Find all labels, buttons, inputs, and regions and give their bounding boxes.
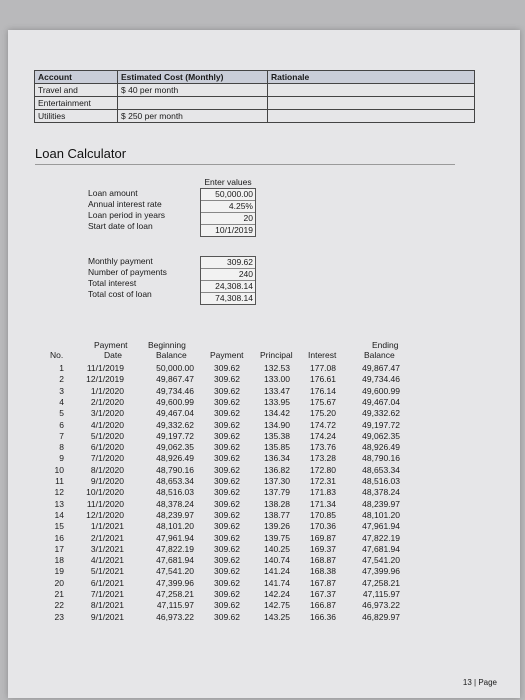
- value-monthly-payment: 309.62: [201, 257, 255, 269]
- amortization-header: [50, 340, 470, 362]
- cell-interest: 172.80: [310, 464, 336, 475]
- cell-beginning: 47,541.20: [156, 566, 194, 577]
- cell-interest: 166.87: [310, 600, 336, 611]
- label-total-interest: Total interest: [88, 278, 137, 288]
- cell-ending: 49,197.72: [362, 419, 400, 430]
- cell-payment: 309.62: [214, 611, 240, 622]
- cell-rationale: [268, 97, 475, 110]
- table-row: [50, 499, 470, 510]
- value-total-cost: 74,308.14: [215, 293, 253, 303]
- cell-payment: 309.62: [214, 487, 240, 498]
- cell-no: 20: [54, 577, 64, 588]
- cell-payment: 309.62: [214, 430, 240, 441]
- table-row: [50, 566, 470, 577]
- table-row: [50, 476, 470, 487]
- section-title: Loan Calculator: [35, 146, 127, 161]
- cell-payment: 309.62: [214, 555, 240, 566]
- cell-no: 6: [59, 419, 64, 430]
- cell-ending: 47,258.21: [362, 577, 400, 588]
- table-row: [50, 612, 470, 623]
- cell-payment: 309.62: [214, 374, 240, 385]
- cell-date: 6/1/2020: [90, 442, 124, 453]
- cell-beginning: 46,973.22: [156, 611, 194, 622]
- value-number-payments: 240: [201, 269, 255, 281]
- cell-interest: 177.08: [310, 363, 336, 373]
- cell-principal: 135.38: [264, 430, 290, 441]
- cell-no: 16: [54, 532, 64, 543]
- table-row: [50, 386, 470, 397]
- cell-account: Utilities: [35, 110, 118, 123]
- value-loan-amount[interactable]: 50,000.00: [201, 189, 255, 201]
- cell-beginning: 48,653.34: [156, 476, 194, 486]
- cell-interest: 166.36: [310, 611, 336, 622]
- cell-interest: 176.61: [310, 374, 336, 385]
- cell-payment: 309.62: [214, 521, 240, 532]
- cell-no: 23: [54, 611, 64, 622]
- cell-interest: 168.38: [310, 566, 336, 577]
- table-row: [50, 465, 470, 476]
- table-row: [35, 84, 475, 97]
- cell-date: 8/1/2020: [90, 464, 124, 475]
- cell-ending: 48,516.03: [362, 476, 400, 486]
- cell-account: Entertainment: [35, 97, 118, 110]
- label-loan-period: Loan period in years: [88, 210, 166, 220]
- cell-date: 11/1/2020: [86, 498, 124, 509]
- table-row: [50, 578, 470, 589]
- cell-interest: 169.37: [310, 543, 336, 554]
- cell-beginning: 48,926.49: [156, 453, 194, 464]
- cell-payment: 309.62: [214, 453, 240, 464]
- cell-date: 2/1/2021: [90, 532, 124, 543]
- table-row: [50, 442, 470, 453]
- value-start-date[interactable]: 10/1/2019: [215, 225, 253, 235]
- cell-cost: $ 40 per month: [118, 84, 268, 97]
- cell-date: 7/1/2020: [90, 453, 124, 464]
- cell-no: 21: [54, 589, 64, 599]
- table-row: [35, 110, 475, 123]
- cell-ending: 48,926.49: [362, 442, 400, 453]
- cell-beginning: 48,101.20: [156, 521, 194, 532]
- cell-payment: 309.62: [214, 577, 240, 588]
- value-total-interest: 24,308.14: [201, 281, 255, 293]
- cell-beginning: 47,115.97: [156, 600, 194, 611]
- cell-ending: 49,734.46: [362, 374, 400, 385]
- header-rationale: Rationale: [268, 71, 475, 84]
- cell-ending: 46,973.22: [362, 600, 400, 611]
- output-values: [200, 256, 256, 305]
- budget-table-header: [35, 71, 475, 84]
- cell-date: 6/1/2021: [90, 577, 124, 588]
- cell-principal: 134.42: [264, 408, 290, 419]
- cell-beginning: 49,734.46: [156, 385, 194, 396]
- cell-interest: 175.67: [310, 396, 336, 407]
- cell-principal: 133.95: [264, 396, 290, 407]
- value-annual-rate[interactable]: 4.25%: [201, 201, 255, 213]
- cell-rationale: [268, 84, 475, 97]
- cell-no: 4: [59, 396, 64, 407]
- cell-date: 12/1/2019: [86, 374, 124, 385]
- cell-principal: 143.25: [264, 611, 290, 622]
- cell-date: 11/1/2019: [86, 363, 124, 373]
- cell-no: 2: [59, 374, 64, 385]
- cell-payment: 309.62: [214, 442, 240, 453]
- cell-date: 1/1/2020: [90, 385, 124, 396]
- cell-date: 12/1/2020: [86, 509, 124, 520]
- cell-payment: 309.62: [214, 600, 240, 611]
- cell-ending: 48,653.34: [362, 464, 400, 475]
- cell-no: 22: [54, 600, 64, 611]
- cell-interest: 171.34: [310, 498, 336, 509]
- cell-principal: 140.25: [264, 543, 290, 554]
- table-row: [50, 600, 470, 611]
- cell-principal: 139.26: [264, 521, 290, 532]
- cell-interest: 171.83: [310, 487, 336, 498]
- label-total-cost: Total cost of loan: [88, 289, 152, 299]
- cell-beginning: 47,822.19: [156, 543, 194, 554]
- page-number: 13 | Page: [462, 678, 497, 687]
- cell-no: 3: [59, 385, 64, 396]
- cell-beginning: 49,062.35: [156, 442, 194, 453]
- header-account: Account: [35, 71, 118, 84]
- cell-principal: 136.34: [264, 453, 290, 464]
- cell-interest: 173.76: [310, 442, 336, 453]
- cell-beginning: 47,961.94: [156, 532, 194, 543]
- cell-no: 12: [54, 487, 64, 498]
- cell-interest: 175.20: [310, 408, 336, 419]
- label-annual-rate: Annual interest rate: [88, 199, 162, 209]
- cell-ending: 47,115.97: [362, 589, 400, 599]
- cell-beginning: 49,197.72: [156, 430, 194, 441]
- cell-no: 5: [59, 408, 64, 419]
- cell-principal: 133.00: [264, 374, 290, 385]
- cell-ending: 47,961.94: [362, 521, 400, 532]
- cell-cost: [118, 97, 268, 110]
- header-payment: Payment: [210, 350, 244, 360]
- cell-principal: 138.77: [264, 509, 290, 520]
- cell-date: 5/1/2021: [90, 566, 124, 577]
- cell-interest: 174.24: [310, 430, 336, 441]
- cell-beginning: 48,378.24: [156, 498, 194, 509]
- cell-interest: 176.14: [310, 385, 336, 396]
- cell-ending: 47,681.94: [362, 543, 400, 554]
- section-divider: [35, 164, 455, 165]
- cell-no: 1: [59, 363, 64, 373]
- cell-no: 8: [59, 442, 64, 453]
- cell-date: 3/1/2021: [90, 543, 124, 554]
- header-beginning-2: Balance: [156, 350, 187, 360]
- cell-date: 7/1/2021: [90, 589, 124, 599]
- label-start-date: Start date of loan: [88, 221, 153, 231]
- cell-ending: 49,600.99: [362, 385, 400, 396]
- cell-principal: 133.47: [264, 385, 290, 396]
- cell-beginning: 49,867.47: [156, 374, 194, 385]
- table-row: [50, 589, 470, 600]
- header-ending-1: Ending: [372, 340, 399, 350]
- cell-beginning: 48,516.03: [156, 487, 194, 498]
- cell-date: 9/1/2021: [90, 611, 124, 622]
- budget-table: [34, 70, 475, 123]
- cell-no: 17: [54, 543, 64, 554]
- cell-ending: 47,541.20: [362, 555, 400, 566]
- cell-ending: 49,062.35: [362, 430, 400, 441]
- header-ending-2: Balance: [364, 350, 395, 360]
- cell-ending: 49,332.62: [362, 408, 400, 419]
- table-row: [50, 363, 470, 374]
- cell-interest: 170.36: [310, 521, 336, 532]
- cell-ending: 48,790.16: [362, 453, 400, 464]
- cell-interest: 170.85: [310, 509, 336, 520]
- cell-principal: 134.90: [264, 419, 290, 430]
- value-loan-period[interactable]: 20: [201, 213, 255, 225]
- table-row: [50, 487, 470, 498]
- table-row: [50, 408, 470, 419]
- cell-beginning: 49,332.62: [156, 419, 194, 430]
- table-row: [50, 544, 470, 555]
- cell-payment: 309.62: [214, 476, 240, 486]
- cell-interest: 168.87: [310, 555, 336, 566]
- table-row: [35, 97, 475, 110]
- cell-payment: 309.62: [214, 419, 240, 430]
- table-row: [50, 431, 470, 442]
- cell-principal: 132.53: [264, 363, 290, 373]
- cell-principal: 137.30: [264, 476, 290, 486]
- cell-principal: 137.79: [264, 487, 290, 498]
- cell-rationale: [268, 110, 475, 123]
- cell-beginning: 50,000.00: [156, 363, 194, 373]
- cell-interest: 174.72: [310, 419, 336, 430]
- enter-values-label: Enter values: [204, 177, 252, 187]
- header-interest: Interest: [308, 350, 337, 360]
- cell-payment: 309.62: [214, 396, 240, 407]
- cell-no: 11: [55, 476, 64, 486]
- cell-principal: 140.74: [264, 555, 290, 566]
- cell-no: 13: [54, 498, 64, 509]
- cell-date: 1/1/2021: [90, 521, 124, 532]
- cell-payment: 309.62: [214, 566, 240, 577]
- cell-date: 4/1/2020: [90, 419, 124, 430]
- header-no: No.: [50, 350, 64, 360]
- cell-cost: $ 250 per month: [118, 110, 268, 123]
- header-estimated-cost: Estimated Cost (Monthly): [118, 71, 268, 84]
- cell-no: 14: [54, 509, 64, 520]
- table-row: [50, 521, 470, 532]
- cell-principal: 136.82: [264, 464, 290, 475]
- cell-account: Travel and: [35, 84, 118, 97]
- cell-payment: 309.62: [214, 408, 240, 419]
- cell-no: 19: [54, 566, 64, 577]
- cell-principal: 142.24: [264, 589, 290, 599]
- cell-beginning: 48,790.16: [156, 464, 194, 475]
- input-values: [200, 176, 256, 237]
- cell-ending: 48,239.97: [362, 498, 400, 509]
- header-payment-date-1: Payment: [94, 340, 128, 350]
- cell-ending: 48,378.24: [362, 487, 400, 498]
- cell-interest: 172.31: [310, 476, 336, 486]
- cell-ending: 47,399.96: [362, 566, 400, 577]
- cell-interest: 167.37: [310, 589, 336, 599]
- cell-no: 7: [59, 430, 64, 441]
- cell-payment: 309.62: [214, 543, 240, 554]
- cell-principal: 142.75: [264, 600, 290, 611]
- table-row: [50, 533, 470, 544]
- output-labels: [88, 256, 208, 300]
- cell-date: 9/1/2020: [90, 476, 124, 486]
- cell-payment: 309.62: [214, 589, 240, 599]
- cell-payment: 309.62: [214, 464, 240, 475]
- cell-interest: 167.87: [310, 577, 336, 588]
- cell-payment: 309.62: [214, 363, 240, 373]
- cell-interest: 169.87: [310, 532, 336, 543]
- cell-no: 15: [54, 521, 64, 532]
- table-row: [50, 397, 470, 408]
- header-payment-date-2: Date: [104, 350, 122, 360]
- cell-payment: 309.62: [214, 532, 240, 543]
- input-box: [200, 188, 256, 237]
- output-box: [200, 256, 256, 305]
- cell-ending: 48,101.20: [362, 509, 400, 520]
- table-row: [50, 420, 470, 431]
- input-labels: [88, 188, 208, 232]
- cell-date: 2/1/2020: [90, 396, 124, 407]
- cell-no: 18: [54, 555, 64, 566]
- cell-interest: 173.28: [310, 453, 336, 464]
- table-row: [50, 510, 470, 521]
- cell-date: 4/1/2021: [90, 555, 124, 566]
- cell-beginning: 49,467.04: [156, 408, 194, 419]
- cell-ending: 49,867.47: [362, 363, 400, 373]
- cell-date: 5/1/2020: [90, 430, 124, 441]
- cell-beginning: 49,600.99: [156, 396, 194, 407]
- cell-payment: 309.62: [214, 498, 240, 509]
- cell-beginning: 47,681.94: [156, 555, 194, 566]
- cell-ending: 49,467.04: [362, 396, 400, 407]
- cell-date: 10/1/2020: [86, 487, 124, 498]
- cell-principal: 141.74: [264, 577, 290, 588]
- cell-beginning: 48,239.97: [156, 509, 194, 520]
- label-loan-amount: Loan amount: [88, 188, 138, 198]
- cell-ending: 46,829.97: [362, 611, 400, 622]
- cell-principal: 138.28: [264, 498, 290, 509]
- cell-payment: 309.62: [214, 509, 240, 520]
- table-row: [50, 374, 470, 385]
- label-monthly-payment: Monthly payment: [88, 256, 153, 266]
- cell-date: 3/1/2020: [90, 408, 124, 419]
- cell-ending: 47,822.19: [362, 532, 400, 543]
- table-row: [50, 555, 470, 566]
- table-row: [50, 453, 470, 464]
- header-beginning-1: Beginning: [148, 340, 186, 350]
- cell-principal: 135.85: [264, 442, 290, 453]
- cell-no: 9: [59, 453, 64, 464]
- cell-no: 10: [54, 464, 64, 475]
- cell-date: 8/1/2021: [90, 600, 124, 611]
- label-number-payments: Number of payments: [88, 267, 167, 277]
- cell-beginning: 47,399.96: [156, 577, 194, 588]
- cell-payment: 309.62: [214, 385, 240, 396]
- header-principal: Principal: [260, 350, 293, 360]
- cell-beginning: 47,258.21: [156, 589, 194, 599]
- cell-principal: 141.24: [264, 566, 290, 577]
- cell-principal: 139.75: [264, 532, 290, 543]
